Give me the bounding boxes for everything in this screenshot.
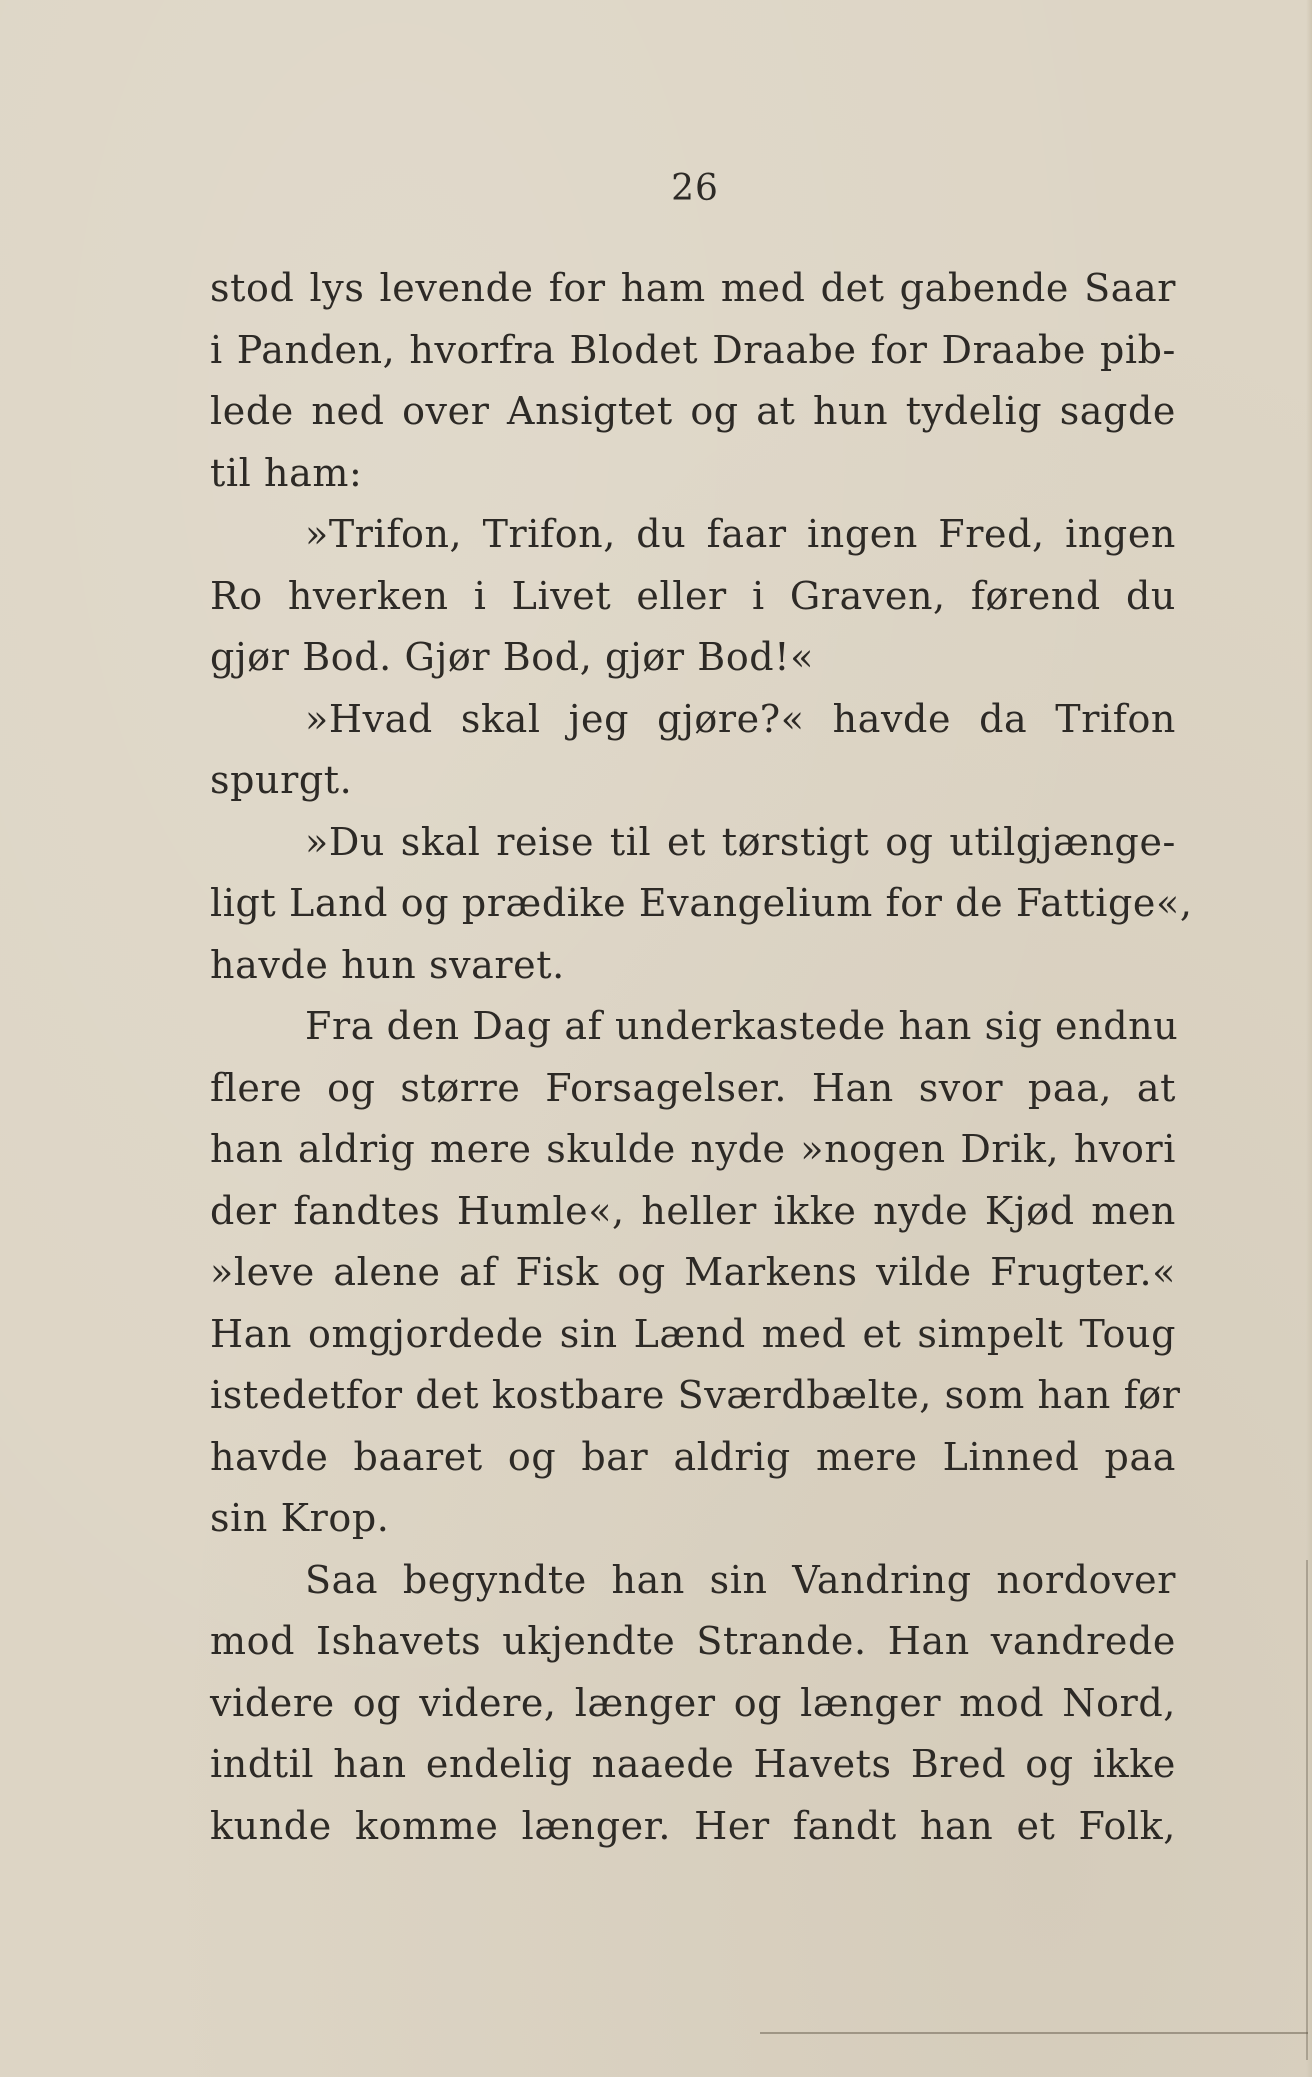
text-line: Fra den Dag af underkastede han sig endnu — [305, 1004, 1179, 1048]
text-line: »leve alene af Fisk og Markens vilde Frugter.« — [210, 1250, 1176, 1294]
text-line: Han omgjordede sin Lænd med et simpelt Toug — [210, 1311, 1176, 1356]
text-line: lede ned over Ansigtet og at hun tydelig sagde — [210, 389, 1176, 433]
text-line: ligt Land og prædike Evangelium for de Fattige«, — [210, 881, 1193, 925]
text-line: istedetfor det kostbare Sværdbælte, som han før — [210, 1373, 1181, 1417]
page-number: 26 — [671, 168, 719, 209]
text-line: han aldrig mere skulde nyde »nogen Drik, hvori — [210, 1127, 1176, 1171]
text-line: spurgt. — [210, 758, 353, 802]
text-line: mod Ishavets ukjendte Strande. Han vandrede — [210, 1619, 1176, 1663]
text-line: til ham: — [210, 450, 363, 495]
text-line: kunde komme længer. Her fandt han et Folk, — [210, 1803, 1176, 1848]
text-line: sin Krop. — [210, 1496, 390, 1540]
text-line: »Trifon, Trifon, du faar ingen Fred, ingen — [305, 512, 1176, 556]
text-line: gjør Bod. Gjør Bod, gjør Bod!« — [210, 635, 814, 679]
text-line: »Du skal reise til et tørstigt og utilgjænge- — [305, 819, 1176, 864]
text-line: Saa begyndte han sin Vandring nordover — [305, 1557, 1176, 1602]
page-edge-line — [1306, 1560, 1308, 2060]
text-line: »Hvad skal jeg gjøre?« havde da Trifon — [305, 696, 1176, 741]
text-line: i Panden, hvorfra Blodet Draabe for Draabe pib- — [210, 327, 1176, 372]
text-line: Ro hverken i Livet eller i Graven, førend du — [210, 573, 1176, 618]
text-line: havde baaret og bar aldrig mere Linned paa — [210, 1434, 1176, 1479]
text-line: havde hun svaret. — [210, 942, 565, 987]
bottom-scan-mark — [760, 2032, 1308, 2034]
body-text — [210, 258, 1193, 1857]
text-line: flere og større Forsagelser. Han svor paa, at — [210, 1065, 1176, 1110]
text-line: indtil han endelig naaede Havets Bred og ikke — [210, 1742, 1176, 1786]
text-line: der fandtes Humle«, heller ikke nyde Kjød men — [210, 1188, 1176, 1233]
text-line: stod lys levende for ham med det gabende Saar — [210, 266, 1176, 310]
text-line: videre og videre, længer og længer mod Nord, — [210, 1680, 1176, 1725]
